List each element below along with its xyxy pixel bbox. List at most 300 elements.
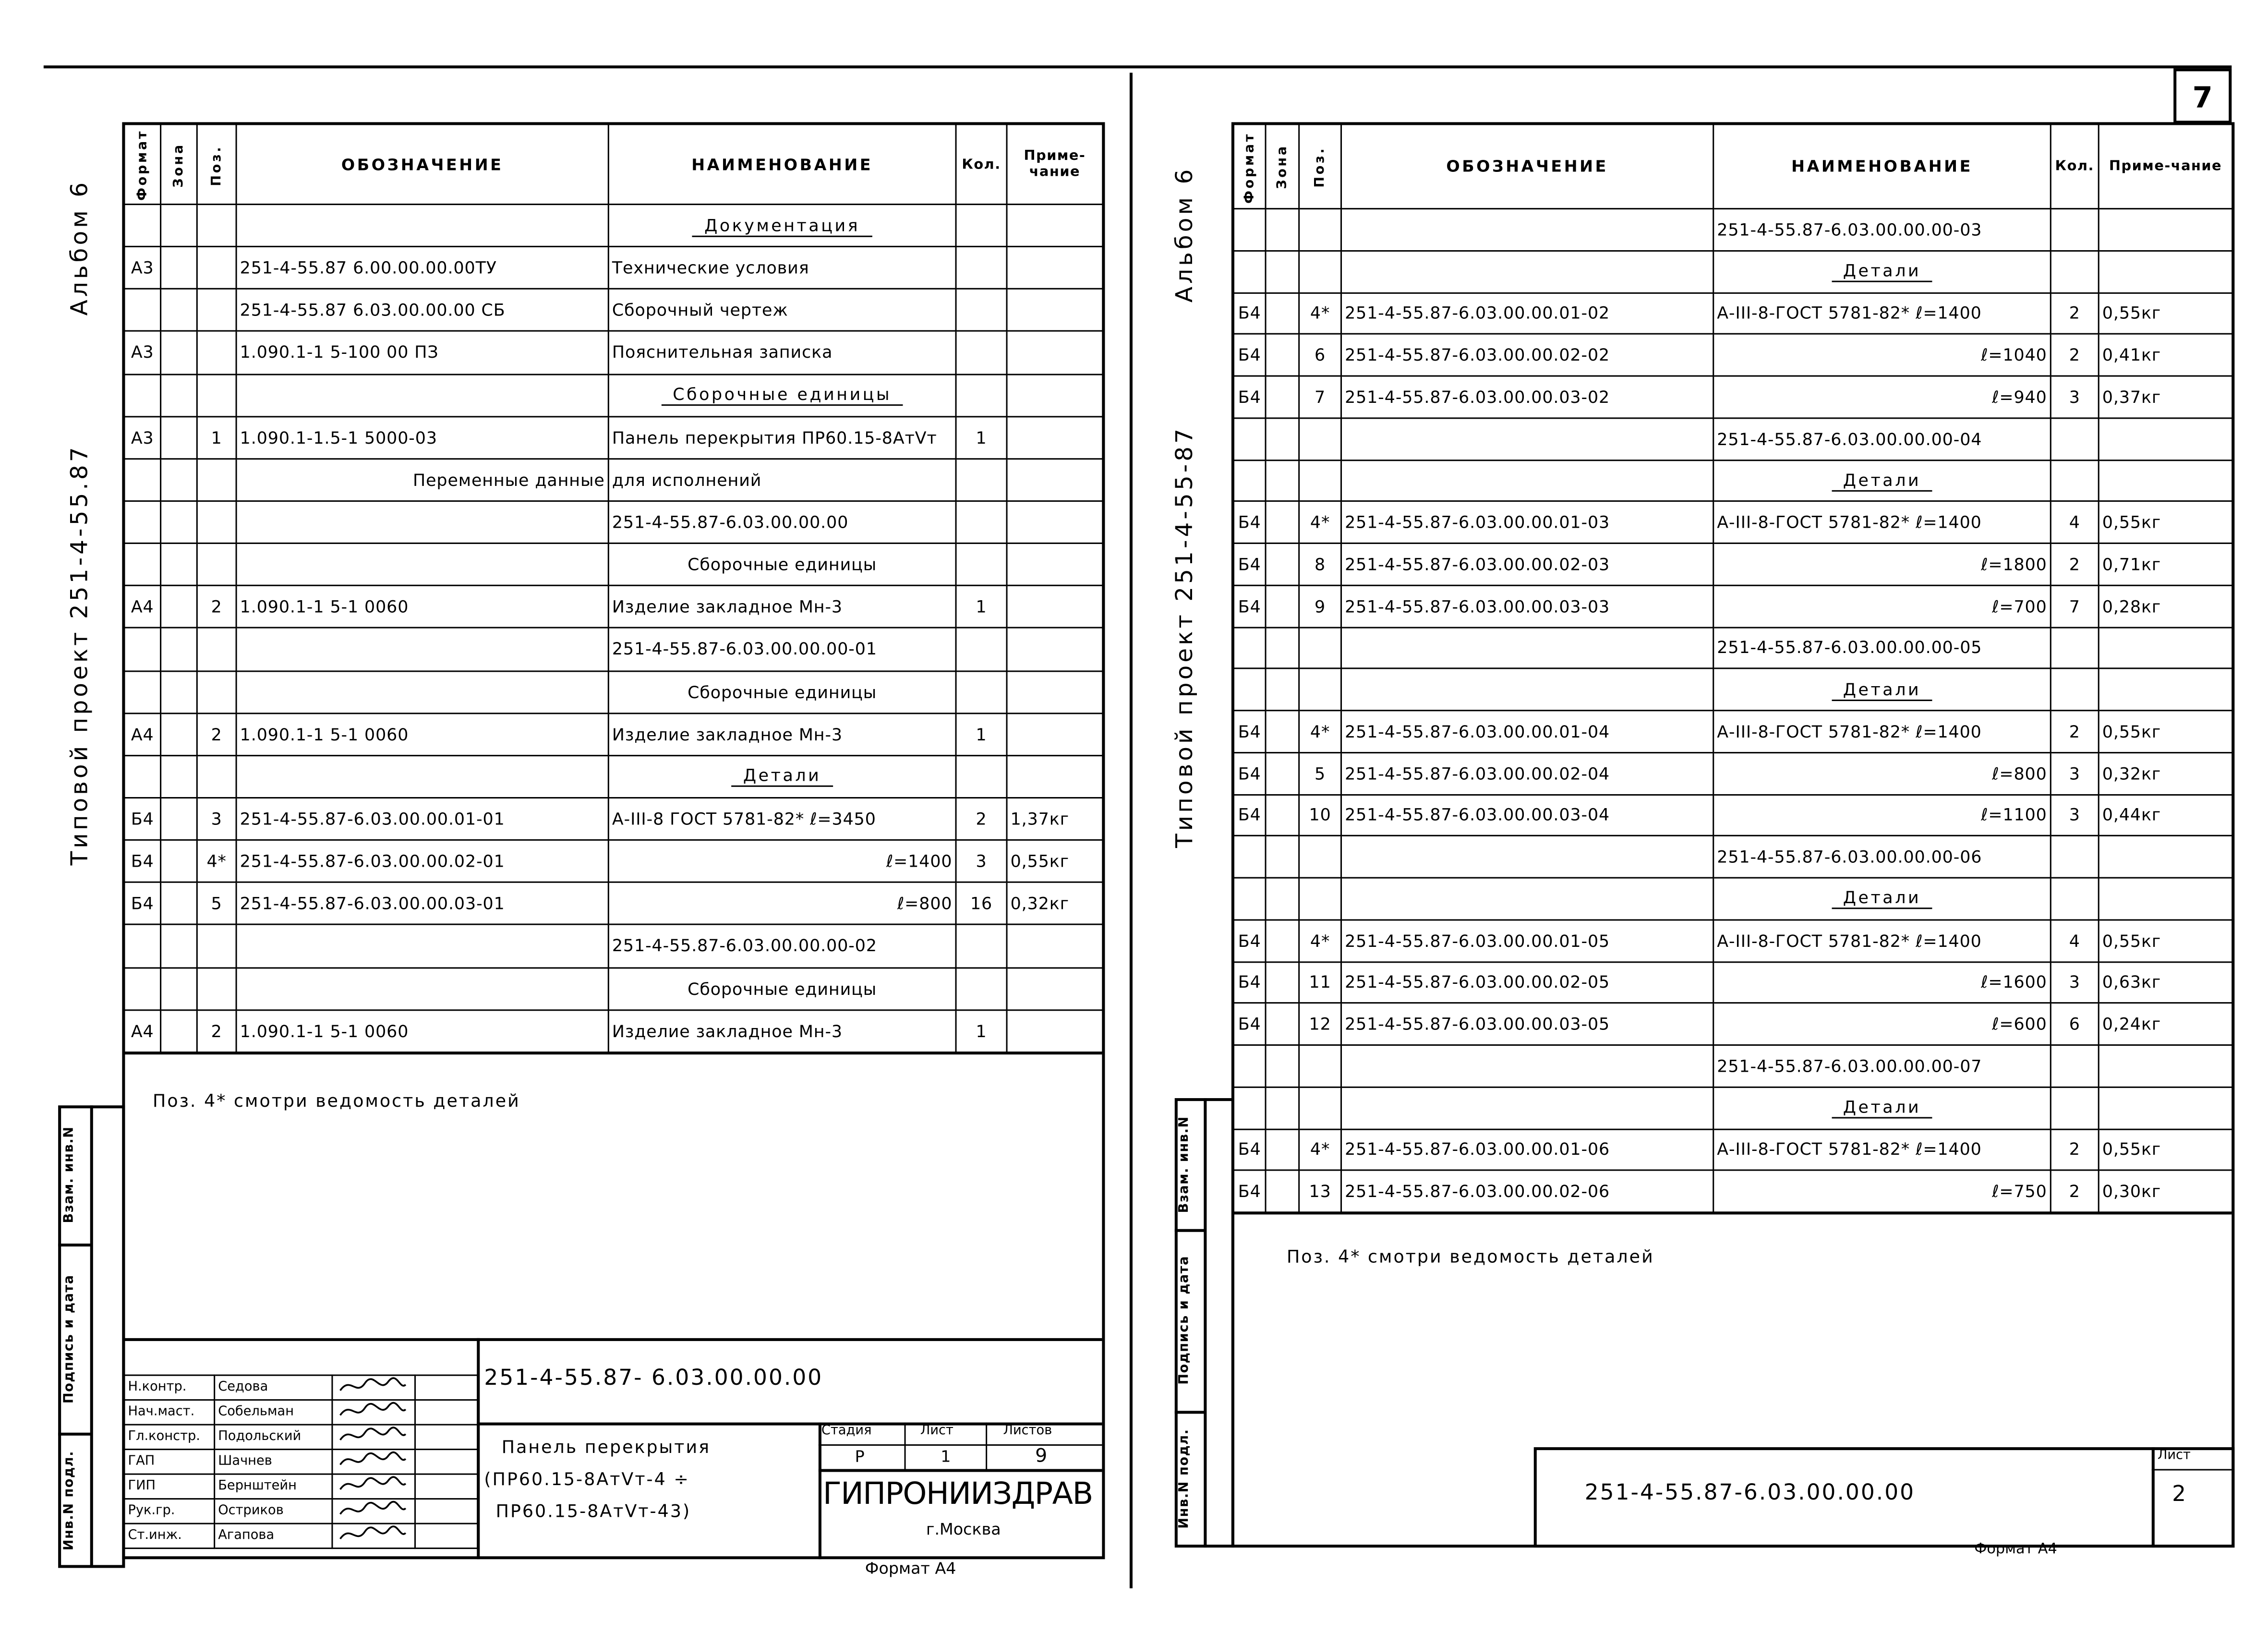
section-row [124, 755, 1103, 798]
sheet-label: Лист [920, 1424, 953, 1439]
cell-quantity [956, 925, 1007, 967]
table-row [124, 968, 1103, 1010]
cell-name: Изделие закладное Мн-3 [608, 586, 956, 628]
table-row [124, 416, 1103, 459]
cell-note [1007, 289, 1103, 331]
cell-name: Изделие закладное Мн-3 [608, 713, 956, 755]
cell-name: ℓ=1800 [1713, 543, 2051, 585]
cell-position: 6 [1299, 334, 1341, 376]
section-heading: Детали [1832, 1097, 1933, 1118]
section-heading: Детали [1832, 470, 1933, 491]
cell-zone [161, 586, 197, 628]
cell-note: 0,55кг [2099, 292, 2232, 334]
cell-note: 0,44кг [2099, 794, 2232, 836]
cell-quantity: 3 [956, 840, 1007, 883]
cell-designation: 251-4-55.87-6.03.00.00.01-04 [1341, 711, 1713, 752]
cell-note: 0,32кг [2099, 752, 2232, 794]
cell-zone [1266, 1129, 1299, 1171]
staff-name: Подольский [215, 1425, 332, 1449]
cell-zone [1266, 961, 1299, 1003]
cell-quantity: 16 [956, 883, 1007, 925]
cell-note [1007, 1010, 1103, 1052]
cell-position: 7 [1299, 376, 1341, 418]
format-label-left: Формат А4 [865, 1559, 956, 1578]
cell-zone [161, 883, 197, 925]
table-row [1233, 1003, 2232, 1045]
cell-note: 0,30кг [2099, 1171, 2232, 1212]
header-zone: Зона [161, 124, 197, 205]
cell-designation: 251-4-55.87-6.03.00.00.03-03 [1341, 585, 1713, 627]
signature [332, 1450, 415, 1474]
cell-zone [1266, 1045, 1299, 1087]
spec-table-right [1233, 123, 2233, 1213]
cell-format [1233, 209, 1266, 251]
cell-format [124, 289, 161, 331]
cell-name: 251-4-55.87-6.03.00.00.00-02 [608, 925, 956, 967]
header-format: Формат [124, 124, 161, 205]
title-designation-right: 251-4-55.87-6.03.00.00.00 [1584, 1479, 1916, 1506]
cell-quantity: 4 [2051, 501, 2099, 543]
cell-designation: 1.090.1-1 5-1 0060 [236, 713, 608, 755]
cell-designation [1341, 836, 1713, 878]
cell-designation: 251-4-55.87-6.03.00.00.01-02 [1341, 292, 1713, 334]
cell-designation [236, 628, 608, 670]
cell-zone [1266, 1003, 1299, 1045]
cell-zone [161, 925, 197, 967]
cell-quantity: 2 [2051, 1129, 2099, 1171]
format-label-right: Формат А4 [1974, 1541, 2057, 1558]
cell-format: А4 [124, 713, 161, 755]
cell-note [1007, 671, 1103, 713]
cell-position: 4* [1299, 501, 1341, 543]
replace-inv-label: Взам. инв.N [62, 1126, 77, 1224]
cell-zone [161, 459, 197, 501]
cell-format [124, 501, 161, 544]
cell-position: 13 [1299, 1171, 1341, 1212]
cell-zone [1266, 418, 1299, 460]
cell-position: 4* [197, 840, 236, 883]
table-row [1233, 543, 2232, 585]
header-format: Формат [1233, 124, 1266, 209]
cell-zone [1266, 543, 1299, 585]
cell-designation: 251-4-55.87-6.03.00.00.02-03 [1341, 543, 1713, 585]
cell-name: ℓ=600 [1713, 1003, 2051, 1045]
cell-designation: 251-4-55.87-6.03.00.00.03-05 [1341, 1003, 1713, 1045]
cell-designation: 251-4-55.87-6.03.00.00.03-01 [236, 883, 608, 925]
cell-zone [161, 247, 197, 289]
cell-name: ℓ=700 [1713, 585, 2051, 627]
table-row [1233, 627, 2232, 669]
section-heading: Документация [693, 215, 872, 236]
cell-quantity: 7 [2051, 585, 2099, 627]
cell-note [2099, 836, 2232, 878]
cell-designation [1341, 418, 1713, 460]
cell-zone [1266, 292, 1299, 334]
page-number: 7 [2173, 68, 2232, 123]
cell-designation: 1.090.1-1 5-100 00 ПЗ [236, 331, 608, 374]
staff-role: Ст.инж. [124, 1524, 215, 1548]
cell-position: 10 [1299, 794, 1341, 836]
cell-name: А-III-8-ГОСТ 5781-82* ℓ=1400 [1713, 1129, 2051, 1171]
cell-position [1299, 627, 1341, 669]
cell-note [1007, 331, 1103, 374]
cell-name: А-III-8 ГОСТ 5781-82* ℓ=3450 [608, 798, 956, 840]
cell-position [197, 968, 236, 1010]
header-note: Приме-чание [2099, 124, 2232, 209]
cell-format: А3 [124, 331, 161, 374]
cell-zone [1266, 836, 1299, 878]
cell-format: Б4 [124, 883, 161, 925]
staff-name: Собельман [215, 1400, 332, 1425]
cell-zone [161, 628, 197, 670]
cell-note [1007, 416, 1103, 459]
table-row [1233, 334, 2232, 376]
cell-format: Б4 [1233, 334, 1266, 376]
cell-name: 251-4-55.87-6.03.00.00.00-03 [1713, 209, 2051, 251]
cell-name: ℓ=1400 [608, 840, 956, 883]
staff-name: Бернштейн [215, 1474, 332, 1499]
cell-quantity: 3 [2051, 961, 2099, 1003]
cell-name: ℓ=1600 [1713, 961, 2051, 1003]
staff-row [124, 1425, 478, 1449]
section-row [1233, 460, 2232, 501]
cell-format: Б4 [1233, 501, 1266, 543]
cell-designation [236, 501, 608, 544]
cell-name: Сборочные единицы [608, 544, 956, 586]
section-heading: Сборочные единицы [661, 384, 903, 406]
top-border-line [44, 65, 2232, 68]
table-row [1233, 418, 2232, 460]
cell-position: 3 [197, 798, 236, 840]
cell-designation: 251-4-55.87-6.03.00.00.02-02 [1341, 334, 1713, 376]
cell-quantity: 4 [2051, 919, 2099, 961]
cell-quantity [956, 968, 1007, 1010]
cell-format: Б4 [1233, 376, 1266, 418]
sheet-value-right: 2 [2172, 1480, 2186, 1507]
cell-designation: 251-4-55.87-6.03.00.00.03-02 [1341, 376, 1713, 418]
cell-designation: 251-4-55.87-6.03.00.00.01-05 [1341, 919, 1713, 961]
staff-signature-table [123, 1375, 478, 1549]
table-row [124, 883, 1103, 925]
table-row [124, 840, 1103, 883]
cell-format [124, 968, 161, 1010]
title-name [484, 1431, 711, 1527]
header-qty: Кол. [2051, 124, 2099, 209]
table-row [124, 798, 1103, 840]
cell-position: 4* [1299, 1129, 1341, 1171]
staff-row [124, 1400, 478, 1425]
cell-designation: 251-4-55.87-6.03.00.00.03-04 [1341, 794, 1713, 836]
cell-position [197, 671, 236, 713]
cell-zone [1266, 585, 1299, 627]
cell-name: ℓ=1040 [1713, 334, 2051, 376]
cell-position: 12 [1299, 1003, 1341, 1045]
cell-note [1007, 459, 1103, 501]
cell-position [197, 459, 236, 501]
cell-position: 2 [197, 1010, 236, 1052]
cell-format [124, 671, 161, 713]
cell-quantity: 1 [956, 416, 1007, 459]
date-cell [415, 1425, 478, 1449]
cell-name: Сборочный чертеж [608, 289, 956, 331]
cell-note: 0,55кг [2099, 501, 2232, 543]
cell-zone [1266, 627, 1299, 669]
header-pos: Поз. [1299, 124, 1341, 209]
date-cell [415, 1450, 478, 1474]
cell-quantity [956, 544, 1007, 586]
cell-zone [1266, 501, 1299, 543]
section-row [1233, 251, 2232, 292]
section-row [124, 205, 1103, 247]
cell-designation: 251-4-55.87-6.03.00.00.01-06 [1341, 1129, 1713, 1171]
table-row [1233, 292, 2232, 334]
section-row [124, 374, 1103, 416]
cell-position: 4* [1299, 711, 1341, 752]
cell-designation [236, 671, 608, 713]
signature [332, 1474, 415, 1499]
cell-quantity: 1 [956, 1010, 1007, 1052]
note-text-right: Поз. 4* смотри ведомость деталей [1286, 1246, 1654, 1267]
cell-zone [1266, 919, 1299, 961]
staff-row [124, 1474, 478, 1499]
cell-note: 0,55кг [2099, 1129, 2232, 1171]
cell-designation [236, 544, 608, 586]
cell-format: Б4 [1233, 585, 1266, 627]
cell-note [1007, 713, 1103, 755]
stage-label: Стадия [821, 1424, 872, 1439]
cell-quantity: 6 [2051, 1003, 2099, 1045]
cell-format: А4 [124, 586, 161, 628]
cell-zone [161, 289, 197, 331]
note-text-left: Поз. 4* смотри ведомость деталей [152, 1090, 520, 1112]
cell-designation: 1.090.1-1 5-1 0060 [236, 586, 608, 628]
cell-quantity [956, 289, 1007, 331]
cell-quantity: 3 [2051, 752, 2099, 794]
cell-name: Сборочные единицы [608, 671, 956, 713]
stage-value: Р [855, 1447, 865, 1466]
cell-quantity [2051, 418, 2099, 460]
cell-note: 0,63кг [2099, 961, 2232, 1003]
cell-note [1007, 586, 1103, 628]
cell-format: А3 [124, 416, 161, 459]
cell-format [124, 459, 161, 501]
cell-zone [1266, 1171, 1299, 1212]
cell-name: ℓ=800 [608, 883, 956, 925]
album-label-right: Альбом 6 [1170, 166, 1198, 303]
table-row [1233, 794, 2232, 836]
staff-row [124, 1375, 478, 1400]
table-row [124, 289, 1103, 331]
cell-name: Изделие закладное Мн-3 [608, 1010, 956, 1052]
cell-position: 2 [197, 586, 236, 628]
cell-position [197, 247, 236, 289]
staff-role: Гл.констр. [124, 1425, 215, 1449]
cell-format: Б4 [1233, 794, 1266, 836]
cell-zone [1266, 794, 1299, 836]
signature [332, 1524, 415, 1548]
cell-note: 0,37кг [2099, 376, 2232, 418]
cell-format: Б4 [1233, 752, 1266, 794]
staff-name: Агапова [215, 1524, 332, 1548]
cell-name: 251-4-55.87-6.03.00.00.00-07 [1713, 1045, 2051, 1087]
cell-name: А-III-8-ГОСТ 5781-82* ℓ=1400 [1713, 919, 2051, 961]
cell-quantity: 2 [2051, 292, 2099, 334]
staff-name: Шачнев [215, 1450, 332, 1474]
cell-note [2099, 627, 2232, 669]
signature [332, 1425, 415, 1449]
cell-zone [1266, 376, 1299, 418]
cell-quantity: 1 [956, 586, 1007, 628]
section-heading: Детали [732, 766, 833, 787]
table-row [1233, 501, 2232, 543]
table-row [1233, 961, 2232, 1003]
cell-name: 251-4-55.87-6.03.00.00.00-06 [1713, 836, 2051, 878]
cell-zone [161, 840, 197, 883]
cell-quantity [956, 247, 1007, 289]
header-designation: ОБОЗНАЧЕНИЕ [236, 124, 608, 205]
sign-date-label: Подпись и дата [62, 1274, 77, 1403]
header-zone: Зона [1266, 124, 1299, 209]
cell-note [2099, 418, 2232, 460]
cell-note [1007, 544, 1103, 586]
staff-row [124, 1524, 478, 1548]
cell-name: А-III-8-ГОСТ 5781-82* ℓ=1400 [1713, 501, 2051, 543]
cell-zone [161, 713, 197, 755]
table-row [124, 671, 1103, 713]
sheets-value: 9 [1035, 1446, 1048, 1468]
staff-name: Седова [215, 1375, 332, 1400]
cell-note [2099, 209, 2232, 251]
table-row [124, 628, 1103, 670]
cell-name: 251-4-55.87-6.03.00.00.00-01 [608, 628, 956, 670]
cell-quantity: 2 [2051, 334, 2099, 376]
cell-quantity: 1 [956, 713, 1007, 755]
cell-zone [1266, 334, 1299, 376]
header-designation: ОБОЗНАЧЕНИЕ [1341, 124, 1713, 209]
cell-position [197, 501, 236, 544]
cell-quantity: 2 [956, 798, 1007, 840]
cell-position: 2 [197, 713, 236, 755]
cell-name: А-III-8-ГОСТ 5781-82* ℓ=1400 [1713, 711, 2051, 752]
table-row [1233, 1045, 2232, 1087]
date-cell [415, 1524, 478, 1548]
cell-quantity: 2 [2051, 1171, 2099, 1212]
cell-name: 251-4-55.87-6.03.00.00.00-05 [1713, 627, 2051, 669]
cell-format: Б4 [1233, 1129, 1266, 1171]
cell-quantity [956, 501, 1007, 544]
cell-note [1007, 628, 1103, 670]
table-row [1233, 376, 2232, 418]
section-heading: Детали [1832, 261, 1933, 282]
cell-zone [161, 798, 197, 840]
staff-role: ГИП [124, 1474, 215, 1499]
header-note: Приме-чание [1007, 124, 1103, 205]
cell-position: 1 [197, 416, 236, 459]
title-designation: 251-4-55.87- 6.03.00.00.00 [484, 1364, 823, 1391]
cell-note [1007, 968, 1103, 1010]
project-label-right: Типовой проект 251-4-55-87 [1170, 425, 1198, 848]
cell-format: Б4 [1233, 292, 1266, 334]
table-row [1233, 1129, 2232, 1171]
cell-quantity: 2 [2051, 711, 2099, 752]
table-row [124, 331, 1103, 374]
cell-note: 0,55кг [2099, 919, 2232, 961]
cell-position: 5 [1299, 752, 1341, 794]
cell-name: 251-4-55.87-6.03.00.00.00 [608, 501, 956, 544]
table-header [1233, 124, 2232, 209]
cell-note [1007, 925, 1103, 967]
table-row [1233, 209, 2232, 251]
cell-name: Сборочные единицы [608, 968, 956, 1010]
table-row [124, 247, 1103, 289]
cell-note: 0,55кг [1007, 840, 1103, 883]
cell-note: 0,71кг [2099, 543, 2232, 585]
spec-table-left [123, 123, 1103, 1052]
table-row [124, 586, 1103, 628]
cell-designation: 251-4-55.87 6.00.00.00.00ТУ [236, 247, 608, 289]
cell-designation: 1.090.1-1 5-1 0060 [236, 1010, 608, 1052]
inv-label: Инв.N подл. [62, 1450, 77, 1550]
section-row [1233, 1087, 2232, 1129]
cell-zone [161, 501, 197, 544]
header-name: НАИМЕНОВАНИЕ [608, 124, 956, 205]
table-row [1233, 919, 2232, 961]
cell-name: ℓ=750 [1713, 1171, 2051, 1212]
cell-position: 4* [1299, 919, 1341, 961]
cell-quantity [2051, 627, 2099, 669]
organization-name: ГИПРОНИИЗДРАВ [822, 1476, 1093, 1512]
cell-designation [236, 925, 608, 967]
cell-name: Панель перекрытия ПР60.15-8АтVт [608, 416, 956, 459]
table-row [1233, 585, 2232, 627]
table-row [1233, 836, 2232, 878]
cell-name: Пояснительная записка [608, 331, 956, 374]
cell-designation: 251-4-55.87-6.03.00.00.02-05 [1341, 961, 1713, 1003]
cell-position [1299, 209, 1341, 251]
cell-note: 0,28кг [2099, 585, 2232, 627]
page-separator [1130, 73, 1133, 1588]
cell-quantity [956, 459, 1007, 501]
cell-format: А4 [124, 1010, 161, 1052]
cell-position [1299, 418, 1341, 460]
table-row [1233, 1171, 2232, 1212]
cell-format: Б4 [1233, 543, 1266, 585]
cell-designation [236, 968, 608, 1010]
signature [332, 1499, 415, 1524]
cell-note: 0,32кг [1007, 883, 1103, 925]
cell-name: ℓ=800 [1713, 752, 2051, 794]
cell-name: ℓ=1100 [1713, 794, 2051, 836]
cell-position: 5 [197, 883, 236, 925]
cell-zone [1266, 752, 1299, 794]
cell-format [1233, 418, 1266, 460]
cell-format: Б4 [1233, 1171, 1266, 1212]
cell-format: Б4 [1233, 1003, 1266, 1045]
section-row [1233, 878, 2232, 919]
cell-quantity [2051, 836, 2099, 878]
cell-position [197, 925, 236, 967]
staff-role: ГАП [124, 1450, 215, 1474]
cell-zone [161, 671, 197, 713]
cell-zone [161, 1010, 197, 1052]
table-row [124, 459, 1103, 501]
cell-zone [161, 968, 197, 1010]
cell-position [197, 289, 236, 331]
cell-quantity: 2 [2051, 543, 2099, 585]
cell-designation: 251-4-55.87-6.03.00.00.02-06 [1341, 1171, 1713, 1212]
sheet-label-right: Лист [2157, 1449, 2191, 1464]
cell-format [124, 628, 161, 670]
